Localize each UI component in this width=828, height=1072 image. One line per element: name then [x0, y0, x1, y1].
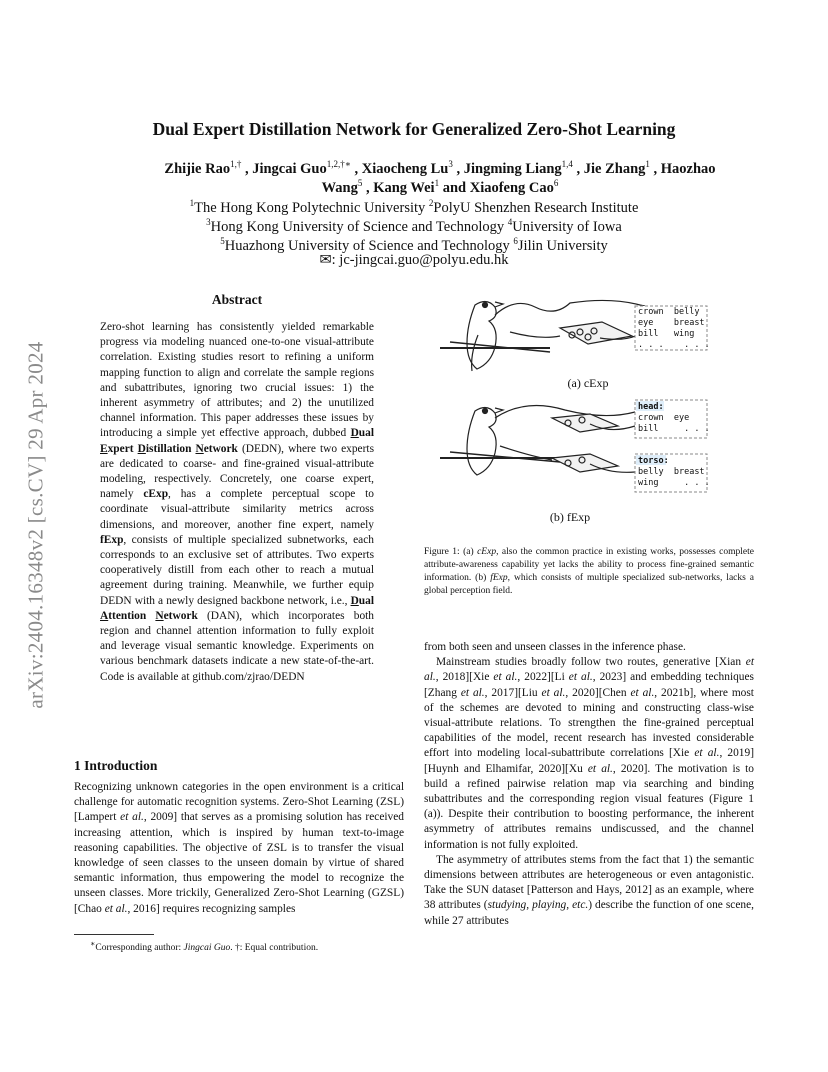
affiliation-2: $^3$Hong Kong University of Science and Technology $^4$University of Iowa: [206, 217, 622, 235]
attr-label: . . .: [638, 340, 664, 350]
arxiv-sidebar-stamp: [8, 290, 64, 760]
attr-label: . . .: [684, 424, 710, 434]
group-label-torso: torso:: [638, 456, 669, 466]
right-column-text: [424, 640, 754, 929]
authors-line-2: Wang$^5$ , Kang Wei$^1$ and Xiaofeng Cao$^6$: [321, 178, 559, 196]
contact-email: ✉: jc-jingcai.guo@polyu.edu.hk: [319, 252, 509, 268]
paper-title: Dual Expert Distillation Network for Generalized Zero-Shot Learning: [152, 119, 676, 139]
paragraph: The asymmetry of attributes stems from the fact that 1) the semantic dimensions between attributes are heterogeneous or even antagonistic. Take the SUN dataset [Patterson and Hays, 2012] as an example, where 38 attributes (studying, playing, etc.) describe the function of one scene, while 27 attributes: [424, 853, 755, 927]
footnote-rule: [74, 934, 154, 935]
attr-label: bill: [638, 329, 659, 339]
attr-label: crown: [638, 307, 664, 317]
paragraph: from both seen and unseen classes in the inference phase.: [424, 641, 686, 653]
attr-label: belly: [673, 307, 700, 317]
attr-label: breast: [673, 318, 705, 328]
footnote: ∗Corresponding author: Jingcai Guo. †: Equal contribution.: [90, 939, 319, 954]
intro-text: Recognizing unknown categories in the open environment is a critical challenge for automatic recognition systems. Zero-Shot Learning (ZSL) [Lampert et al., 2009] that serves as a promising solution has received increasing attention, which is inspired by human text-to-image reasoning capabilities. The objective of ZSL is to transfer the visual knowledge of seen classes to the unseen domain by virtue of shared semantic information, thus empowering the model to recognize the unseen classes. More trickily, Generalized Zero-Shot Learning (GZSL) [Chao et al., 2016] requires recognizing samples: [74, 781, 404, 915]
figure-1b-torso-box: [638, 456, 710, 489]
affiliation-3: $^5$Huazhong University of Science and Technology $^6$Jilin University: [220, 236, 608, 254]
figure-1a-attribute-box: [638, 307, 710, 351]
attr-label: eye: [638, 318, 654, 328]
attr-label: wing: [638, 478, 659, 488]
attr-label: belly: [638, 467, 664, 477]
figure-1a-caption: (a) cExp: [567, 376, 609, 390]
paragraph: Mainstream studies broadly follow two routes, generative [Xian et al., 2018][Xie et al., 2022][Li et al., 2023] and embedding techniques [Zhang et al., 2017][Liu et al., 2020][Chen et al., 2021b], where most of the schemes are devoted to mining and constructing class-wise visual-attribute relations. To strengthen the fine-grained perceptual capabilities of the model, recent research has invested considerable effort into modeling local-subattribute correlations [Xie et al., 2019][Huynh and Elhamifar, 2020][Xu et al., 2020]. The motivation is to build a refined pairwise relation map via searching and binding subattributes and the corresponding region visual features (Figure 1 (a)). Despite their contribution to boosting performance, the inherent asymmetry of attributes remains undiscussed, and the channel information is not fully exploited.: [424, 656, 754, 851]
figure-1b-head-box: [638, 402, 710, 435]
figure-1b-caption: (b) fExp: [549, 510, 591, 524]
group-label-head: head:: [638, 402, 664, 412]
attr-label: eye: [673, 413, 690, 423]
attr-label: . . .: [684, 340, 710, 350]
attr-label: wing: [673, 329, 695, 339]
intro-heading: 1 Introduction: [74, 758, 158, 773]
authors-line-1: Zhijie Rao$^{1,\dagger}$ , Jingcai Guo$^{1,2,\dagger∗}$ , Xiaocheng Lu$^3$ , Jingming Liang$^{1,4}$ , Jie Zhang$^1$ , Haozhao: [164, 159, 716, 177]
attr-label: bill: [638, 424, 659, 434]
attr-label: . . .: [684, 478, 710, 488]
figure-1-caption: Figure 1: (a) cExp, also the common practice in existing works, possesses complete attribute-awareness capability yet lacks the ability to process fine-grained semantic information. (b) fExp, which consists of multiple specialized sub-networks, lacks a global perception field.: [424, 547, 754, 596]
affiliation-1: $^1$The Hong Kong Polytechnic University $^2$PolyU Shenzhen Research Institute: [189, 198, 639, 216]
attr-label: breast: [673, 467, 705, 477]
arxiv-id: arXiv:2404.16348v2 [cs.CV] 29 Apr 2024: [23, 341, 48, 709]
abstract-heading: Abstract: [211, 292, 263, 307]
abstract-text: Zero-shot learning has consistently yielded remarkable progress via modeling nuanced one-to-one visual-attribute correlation. Existing studies resort to refining a uniform mapping function to align and correlate the sample regions and subattributes, ignoring two crucial issues: 1) the inherent asymmetry of attributes; and 2) the unutilized channel information. This paper addresses these issues by introducing a simple yet effective approach, dubbed Dual Expert Distillation Network (DEDN), where two experts are dedicated to coarse- and fine-grained visual-attribute modeling, respectively. Concretely, one coarse expert, namely cExp, has a complete perceptual scope to coordinate visual-attribute similarity metrics across dimensions, and moreover, another fine expert, namely fExp, consists of multiple specialized subnetworks, each corresponds to an exclusive set of attributes. Two experts cooperatively distill from each other to reach a mutual agreement during training. Meanwhile, we further equip DEDN with a newly designed backbone network, i.e., Dual Attention Network (DAN), which incorporates both region and channel attention information to fully exploit and leverage visual semantic knowledge. Experiments on various benchmark datasets indicate a new state-of-the-art. Code is available at github.com/zjrao/DEDN: [100, 321, 374, 683]
attr-label: crown: [638, 413, 664, 423]
